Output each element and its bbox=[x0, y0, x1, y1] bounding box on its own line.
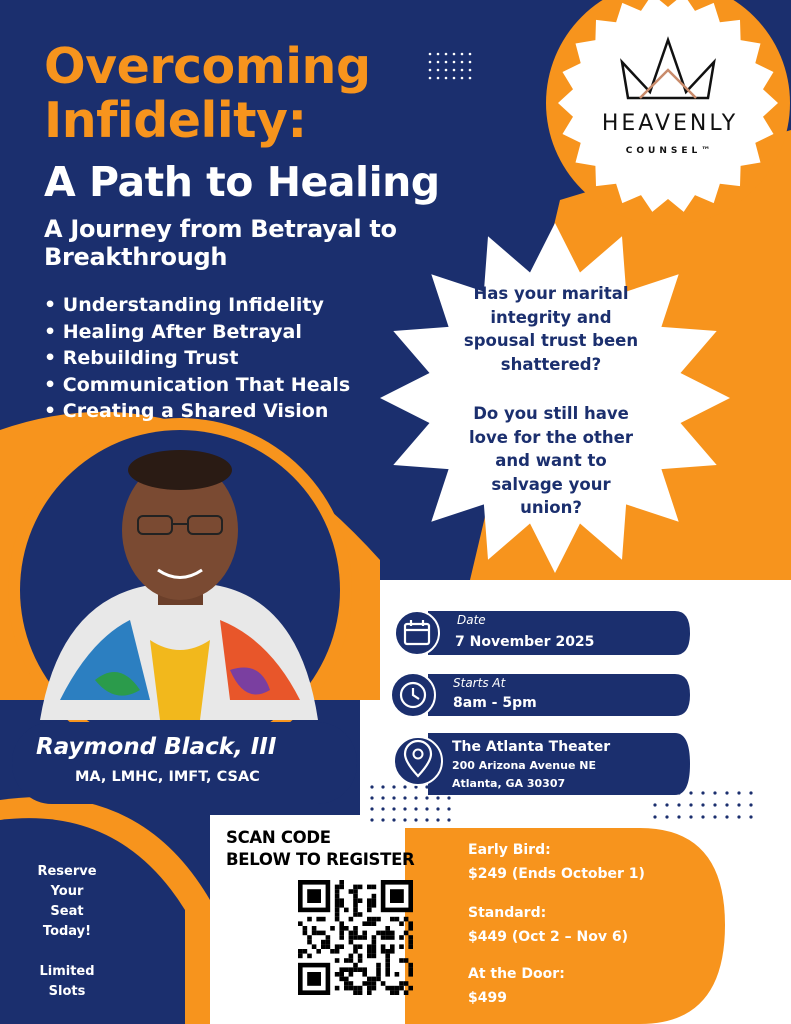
topic-item: • Understanding Infidelity bbox=[44, 292, 350, 319]
presenter-name: Raymond Black, III bbox=[36, 734, 277, 760]
presenter-credentials: MA, LMHC, IMFT, CSAC bbox=[75, 769, 260, 785]
topic-list bbox=[44, 292, 350, 425]
topic-item: • Healing After Betrayal bbox=[44, 319, 350, 346]
title-line-2: A Path to Healing bbox=[44, 158, 440, 206]
question-1: Has your marital integrity and spousal trust been shattered? bbox=[463, 284, 639, 374]
calendar-icon bbox=[395, 611, 439, 655]
title-line-1: Overcoming Infidelity: bbox=[44, 38, 371, 149]
dot-pattern-top bbox=[429, 53, 472, 80]
date-value: 7 November 2025 bbox=[455, 634, 595, 650]
venue-street: 200 Arizona Avenue NE bbox=[452, 759, 596, 772]
question-2: Do you still have love for the other and want to salvage your union? bbox=[469, 404, 633, 517]
topic-item: • Communication That Heals bbox=[44, 372, 350, 399]
time-label: Starts At bbox=[453, 676, 506, 690]
topic-item: • Creating a Shared Vision bbox=[44, 398, 350, 425]
logo-name: HEAVENLY bbox=[601, 111, 739, 136]
price-at-door: At the Door: $499 bbox=[468, 966, 565, 1006]
scan-instructions: SCAN CODE BELOW TO REGISTER bbox=[226, 828, 415, 869]
logo-tagline: COUNSEL™ bbox=[625, 146, 715, 156]
location-pin-icon bbox=[394, 737, 442, 785]
date-label: Date bbox=[457, 613, 486, 627]
venue-city: Atlanta, GA 30307 bbox=[452, 777, 566, 790]
price-early-bird: Early Bird: $249 (Ends October 1) bbox=[468, 842, 645, 882]
reserve-seat-callout: Reserve Your Seat Today! Limited Slots bbox=[37, 864, 97, 999]
time-value: 8am - 5pm bbox=[453, 695, 537, 711]
subtitle: A Journey from Betrayal to Breakthrough bbox=[44, 215, 397, 271]
venue-name: The Atlanta Theater bbox=[452, 739, 611, 755]
clock-icon bbox=[391, 673, 435, 717]
topic-item: • Rebuilding Trust bbox=[44, 345, 350, 372]
price-standard: Standard: $449 (Oct 2 – Nov 6) bbox=[468, 905, 628, 945]
question-burst bbox=[380, 223, 730, 573]
